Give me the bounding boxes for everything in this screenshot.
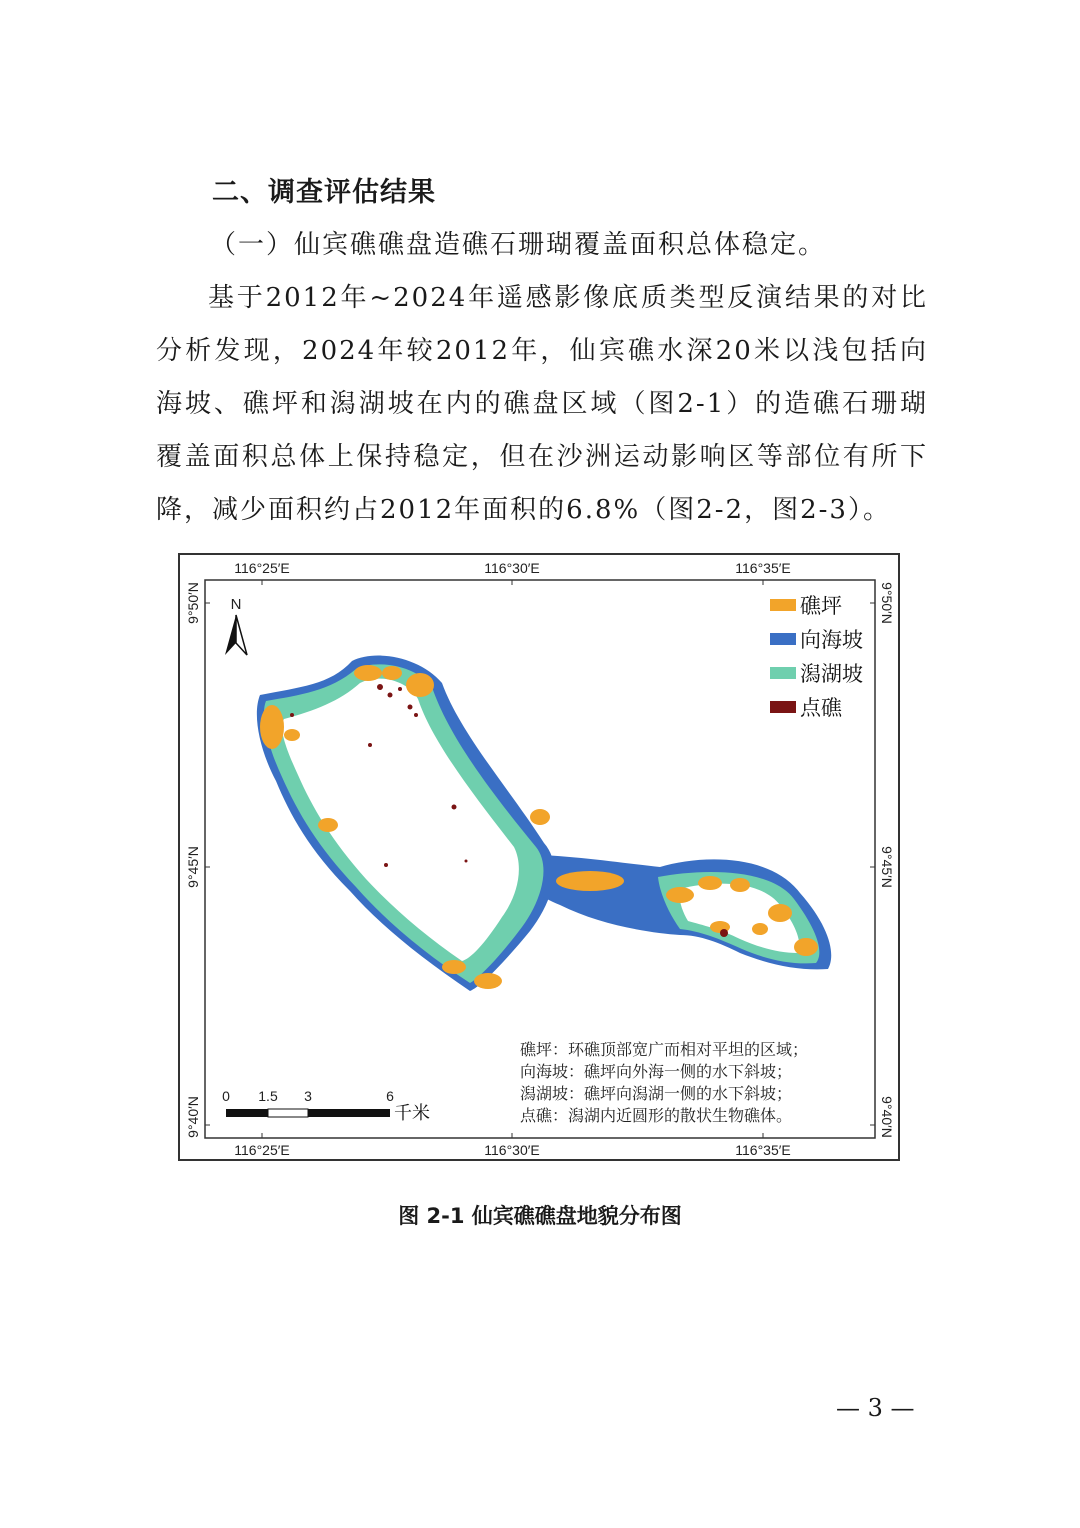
note-reef-flat: 礁坪：环礁顶部宽广而相对平坦的区域； (520, 1040, 809, 1059)
legend-swatch-reef-flat (770, 599, 796, 611)
reef-map-figure (178, 553, 900, 1161)
lon-label-bottom-1: 116°25′E (234, 1142, 290, 1158)
north-label: N (230, 596, 242, 613)
legend-label-lagoon-slope: 潟湖坡 (800, 662, 863, 686)
lon-label-top-3: 116°35′E (735, 560, 791, 576)
scale-unit: 千米 (394, 1103, 430, 1124)
lat-label-right-2: 9°45′N (879, 846, 895, 888)
note-lagoon-slope: 潟湖坡：礁坪向潟湖一侧的水下斜坡； (520, 1084, 793, 1103)
scale-tick-0: 0 (222, 1088, 230, 1104)
lat-label-right-3: 9°40′N (879, 1096, 895, 1138)
subsection-heading: （一）仙宾礁礁盘造礁石珊瑚覆盖面积总体稳定。 (210, 230, 827, 260)
lat-label-right-1: 9°50′N (879, 582, 895, 624)
section-heading: 二、调查评估结果 (212, 177, 436, 208)
legend-label-patch-reef: 点礁 (800, 696, 842, 720)
lon-label-top-2: 116°30′E (484, 560, 540, 576)
reef-map-svg (180, 555, 898, 1159)
body-paragraph: 基于2012年~2024年遥感影像底质类型反演结果的对比分析发现，2024年较2012年，仙宾礁水深20米以浅包括向海坡、礁坪和潟湖坡在内的礁盘区域（图2-1）的造礁石珊瑚覆盖面积总体上保持稳定，但在沙洲运动影响区等部位有所下降，减少面积约占2012年面积的6.8%（图2-2，图2-3）。 (156, 283, 928, 525)
figure-caption: 图 2-1 仙宾礁礁盘地貌分布图 (398, 1204, 682, 1228)
page-number: — 3 — (836, 1394, 915, 1422)
lat-label-left-3: 9°40′N (185, 1096, 201, 1138)
legend-label-fore-slope: 向海坡 (800, 628, 863, 652)
legend-swatch-lagoon-slope (770, 667, 796, 679)
lon-label-bottom-2: 116°30′E (484, 1142, 540, 1158)
legend-swatch-patch-reef (770, 701, 796, 713)
legend-swatch-fore-slope (770, 633, 796, 645)
legend-label-reef-flat: 礁坪 (800, 594, 842, 618)
lon-label-top-1: 116°25′E (234, 560, 290, 576)
note-fore-slope: 向海坡：礁坪向外海一侧的水下斜坡； (520, 1062, 793, 1081)
scale-tick-1: 1.5 (258, 1088, 278, 1104)
lon-label-bottom-3: 116°35′E (735, 1142, 791, 1158)
scale-tick-2: 3 (304, 1088, 312, 1104)
lat-label-left-1: 9°50′N (185, 582, 201, 624)
note-patch-reef: 点礁：潟湖内近圆形的散状生物礁体。 (520, 1106, 793, 1125)
lat-label-left-2: 9°45′N (185, 846, 201, 888)
scale-tick-3: 6 (386, 1088, 394, 1104)
